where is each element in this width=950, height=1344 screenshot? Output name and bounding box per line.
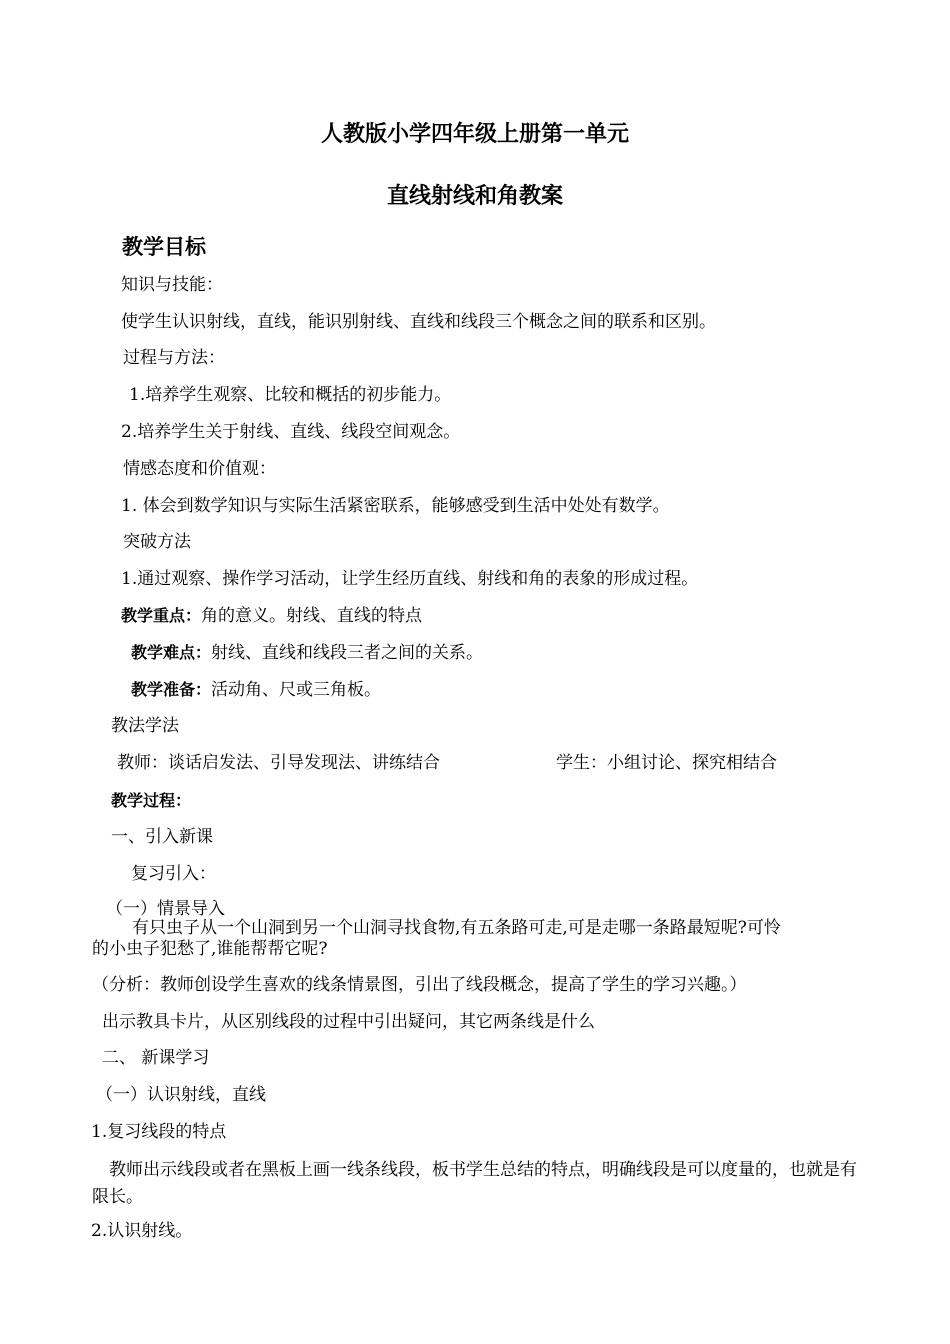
breakthrough-label: 突破方法 <box>123 532 191 552</box>
emotion-label: 情感态度和价值观： <box>123 459 276 479</box>
scene-paragraph-line2: 的小虫子犯愁了,谁能帮帮它呢? <box>92 939 328 959</box>
emotion-item-1: 1. 体会到数学知识与实际生活紧密联系，能够感受到生活中处处有数学。 <box>121 496 670 516</box>
goals-heading: 教学目标 <box>122 235 206 259</box>
knowledge-label: 知识与技能： <box>121 275 223 295</box>
knowledge-text: 使学生认识射线，直线，能识别射线、直线和线段三个概念之间的联系和区别。 <box>121 312 716 332</box>
preparation-line <box>131 679 381 701</box>
document-title-line2: 直线射线和角教案 <box>386 184 563 209</box>
step-1-paragraph: 教师出示线段或者在黑板上画一线条线段，板书学生总结的特点，明确线段是可以度量的，也就是有限长。 <box>92 1160 857 1207</box>
scene-paragraph-line1: 有只虫子从一个山洞到另一个山洞寻找食物,有五条路可走,可是走哪一条路最短呢?可怜 <box>132 918 781 938</box>
teacher-methods: 教师：谈话启发法、引导发现法、讲练结合 <box>117 753 440 773</box>
subsection-1-heading: （一）认识射线，直线 <box>96 1085 266 1105</box>
process-item-2: 2.培养学生关于射线、直线、线段空间观念。 <box>121 422 461 442</box>
methods-label: 教法学法 <box>111 716 179 736</box>
key-point-label: 教学重点： <box>121 606 202 625</box>
key-point-text: 角的意义。射线、直线的特点 <box>201 606 423 626</box>
preparation-text: 活动角、尺或三角板。 <box>211 680 382 700</box>
difficult-point-label: 教学难点： <box>131 643 212 662</box>
key-point-line <box>121 605 422 627</box>
difficult-point-text: 射线、直线和线段三者之间的关系。 <box>211 643 484 663</box>
student-methods: 学生：小组讨论、探究相结合 <box>556 753 777 773</box>
step-2-heading: 2.认识射线。 <box>91 1221 193 1241</box>
section-2-heading: 二、 新课学习 <box>102 1048 210 1068</box>
show-cards-text: 出示教具卡片，从区别线段的过程中引出疑问，其它两条线是什么 <box>102 1012 595 1032</box>
review-intro: 复习引入： <box>131 864 216 884</box>
process-label: 过程与方法： <box>123 348 225 368</box>
scene-intro: （一）情景导入 <box>106 899 225 919</box>
step-1-heading: 1.复习线段的特点 <box>91 1122 227 1142</box>
difficult-point-line <box>131 642 483 664</box>
process-heading: 教学过程： <box>111 791 192 810</box>
breakthrough-item-1: 1.通过观察、操作学习活动，让学生经历直线、射线和角的表象的形成过程。 <box>121 569 699 589</box>
process-item-1: 1.培养学生观察、比较和概括的初步能力。 <box>129 385 452 405</box>
preparation-label: 教学准备： <box>131 680 212 699</box>
analysis-note: （分析：教师创设学生喜欢的线条情景图，引出了线段概念，提高了学生的学习兴趣。） <box>92 975 747 995</box>
section-1-heading: 一、引入新课 <box>111 827 213 847</box>
document-title-line1: 人教版小学四年级上册第一单元 <box>320 122 629 147</box>
